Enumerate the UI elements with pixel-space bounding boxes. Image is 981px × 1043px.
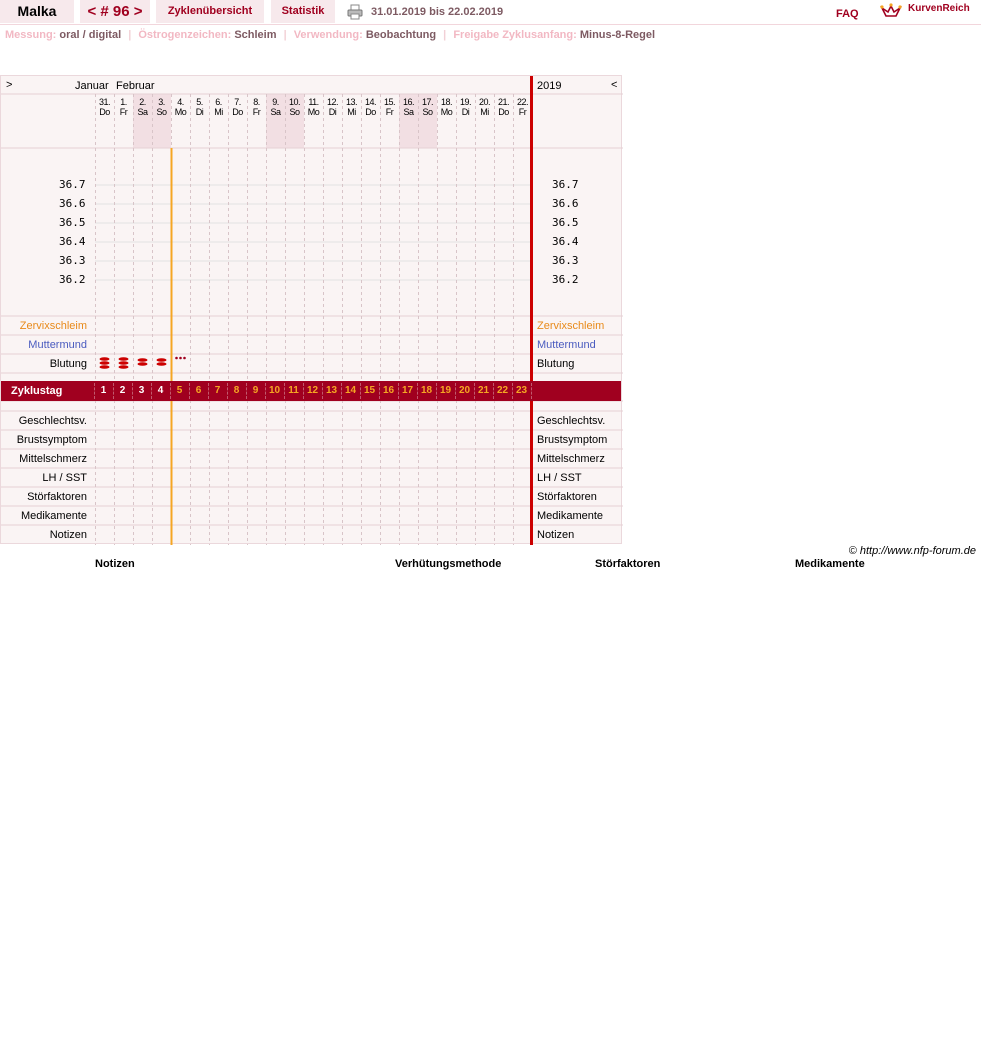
day-header[interactable] [323,97,342,117]
cycle-day-number[interactable]: 9 [252,385,259,396]
cycle-day-number[interactable]: 3 [138,385,145,396]
cycle-day-number[interactable]: 1 [100,385,107,396]
day-header[interactable] [266,97,285,117]
row-label-mittel-right: Mittelschmerz [537,453,605,465]
row-label-brust-right: Brustsymptom [537,434,608,446]
day-weekday: Mo [174,107,187,117]
faq-link[interactable]: FAQ [836,8,859,20]
row-label-muttermund: Muttermund [28,339,87,351]
chart-grid [1,76,623,545]
cycle-chart [0,75,622,544]
day-date: 20. [478,97,490,107]
day-weekday: Sa [403,107,414,117]
estrogen-value: Schleim [234,29,277,41]
day-header[interactable] [190,97,209,117]
temperature-label: 36.4 [552,235,579,248]
day-date: 5. [196,97,203,107]
crown-icon [880,2,902,20]
day-date: 3. [158,97,165,107]
row-label-stoer: Störfaktoren [27,491,87,503]
cycle-day-number[interactable]: 23 [515,385,528,396]
cycle-day-number[interactable]: 4 [157,385,164,396]
day-date: 7. [234,97,241,107]
cycle-bar-divider [341,383,342,399]
factors-heading: Störfaktoren [595,558,661,570]
bleeding-mark [100,365,110,369]
cycle-bar-divider [246,383,247,399]
cycle-bar-divider [227,383,228,399]
bleeding-mark [138,362,148,366]
cycle-bar-divider [512,383,513,399]
bleeding-mark [100,357,110,361]
cycle-day-number[interactable]: 8 [233,385,240,396]
temperature-label: 36.3 [552,254,579,267]
day-weekday: Mi [480,107,489,117]
day-date: 1. [120,97,127,107]
row-label-notizen-right: Notizen [537,529,575,541]
cycle-day-number[interactable]: 13 [325,385,338,396]
cycle-day-number[interactable]: 7 [214,385,221,396]
row-label-lh-right: LH / SST [537,472,582,484]
day-weekday: Sa [270,107,281,117]
cycle-bar-divider [303,383,304,399]
day-weekday: Do [232,107,243,117]
measure-value: oral / digital [59,29,122,41]
measure-label: Messung: [5,29,57,41]
day-header[interactable] [380,97,399,117]
cycle-day-number[interactable]: 17 [401,385,414,396]
cycle-bar-divider [474,383,475,399]
day-header[interactable] [285,97,304,117]
day-date: 12. [326,97,338,107]
kurvenreich-logo[interactable] [880,2,980,20]
prev-cycle-button[interactable]: < [87,3,97,20]
day-header[interactable] [399,97,418,117]
cycle-day-number[interactable]: 14 [344,385,357,396]
cycle-bar-divider [265,383,266,399]
day-weekday: Do [365,107,376,117]
bleeding-mark [100,361,110,365]
day-date: 6. [215,97,222,107]
bleeding-mark [119,357,129,361]
day-header[interactable] [361,97,380,117]
day-weekday: Mi [347,107,356,117]
cycle-day-bar [1,381,621,401]
day-header[interactable] [114,97,133,117]
next-cycle-button[interactable]: > [133,3,143,20]
cycle-bar-divider [113,383,114,399]
chart-year: 2019 [537,80,562,92]
release-value: Minus-8-Regel [579,29,656,41]
bleeding-mark [157,358,167,362]
usage-label: Verwendung: [293,29,363,41]
row-label-mittel: Mittelschmerz [19,453,87,465]
day-weekday: Mo [440,107,453,117]
chart-prev-arrow[interactable]: > [6,79,13,91]
day-weekday: Mo [307,107,320,117]
day-date: 21. [497,97,509,107]
top-bar [0,0,981,25]
day-header[interactable] [342,97,361,117]
cycle-day-number[interactable]: 2 [119,385,126,396]
temperature-label: 36.5 [552,216,579,229]
bleeding-spotting-dot [183,357,186,360]
cycle-bar-divider [284,383,285,399]
day-date: 8. [253,97,260,107]
month-january: Januar [75,80,109,92]
cycle-day-number[interactable]: 15 [363,385,376,396]
cycle-bar-divider [94,383,95,399]
day-header[interactable] [513,97,532,117]
temperature-label: 36.6 [59,197,86,210]
day-weekday: Sa [137,107,148,117]
day-header[interactable] [228,97,247,117]
bleeding-mark [119,361,129,365]
cycle-bar-divider [151,383,152,399]
day-date: 16. [402,97,414,107]
day-date: 11. [308,97,319,107]
cycle-navigator [80,0,150,23]
cycle-bar-divider [170,383,171,399]
day-weekday: Fr [252,107,261,117]
estrogen-label: Östrogenzeichen: [138,29,232,41]
day-weekday: Do [99,107,110,117]
day-weekday: Di [461,107,470,117]
method-heading: Verhütungsmethode [395,558,502,570]
cycle-bar-divider [417,383,418,399]
day-weekday: So [422,107,433,117]
usage-value: Beobachtung [365,29,437,41]
day-date: 9. [272,97,279,107]
row-label-blutung-right: Blutung [537,358,575,370]
cycle-bar-divider [322,383,323,399]
copyright[interactable]: © http://www.nfp-forum.de [848,545,976,557]
day-weekday: Fr [385,107,394,117]
temperature-label: 36.4 [59,235,86,248]
overview-tab[interactable]: Zyklenübersicht [156,0,264,23]
day-date: 15. [383,97,395,107]
temperature-label: 36.5 [59,216,86,229]
bleeding-mark [157,362,167,366]
user-tab[interactable]: Malka [0,0,74,23]
cycle-day-number[interactable]: 12 [306,385,319,396]
day-date: 4. [177,97,184,107]
row-label-medi-right: Medikamente [537,510,604,522]
cycle-bar-divider [493,383,494,399]
cycle-day-number[interactable]: 6 [195,385,202,396]
row-label-geschlechtsv: Geschlechtsv. [18,415,87,427]
day-header[interactable] [304,97,323,117]
day-date: 14. [364,97,376,107]
temperature-label: 36.6 [552,197,579,210]
day-date: 10. [288,97,300,107]
day-weekday: Do [498,107,509,117]
cycle-day-number[interactable]: 11 [288,385,299,396]
cycle-day-number[interactable]: 16 [382,385,395,396]
cycle-bar-divider [455,383,456,399]
month-february: Februar [116,80,155,92]
day-weekday: So [289,107,300,117]
day-header[interactable] [209,97,228,117]
temperature-label: 36.3 [59,254,86,267]
bleeding-mark [138,358,148,362]
separator: | [443,29,447,41]
day-header[interactable] [133,97,152,117]
cycle-day-number[interactable]: 5 [176,385,183,396]
meds-heading: Medikamente [795,558,865,570]
notes-heading: Notizen [95,558,135,570]
day-weekday: So [156,107,167,117]
cycle-bar-divider [132,383,133,399]
bleeding-spotting-dot [179,357,182,360]
cycle-day-number[interactable]: 21 [477,385,490,396]
row-label-notizen: Notizen [49,529,87,541]
temperature-label: 36.2 [59,273,86,286]
cycle-bar-divider [531,383,532,399]
row-label-muttermund-right: Muttermund [537,339,596,351]
date-range: 31.01.2019 bis 22.02.2019 [371,6,504,18]
day-header[interactable] [95,97,114,117]
day-date: 2. [139,97,146,107]
cycle-day-number[interactable]: 18 [420,385,433,396]
day-header[interactable] [456,97,475,117]
cycle-day-number[interactable]: 10 [268,385,281,396]
day-header[interactable] [475,97,494,117]
cycle-bar-divider [436,383,437,399]
day-date: 31. [98,97,110,107]
row-label-blutung: Blutung [49,358,87,370]
chart-next-arrow[interactable]: < [611,79,618,91]
row-label-cervix: Zervixschleim [19,320,87,332]
cycle-settings [5,29,655,41]
row-label-stoer-right: Störfaktoren [537,491,597,503]
cycle-bar-divider [189,383,190,399]
printer-icon[interactable] [347,4,363,20]
day-date: 22. [516,97,528,107]
cycle-day-number[interactable]: 20 [458,385,471,396]
day-date: 17. [421,97,433,107]
cycle-day-number[interactable]: 22 [496,385,509,396]
day-header[interactable] [152,97,171,117]
cycle-bar-divider [360,383,361,399]
separator: | [283,29,287,41]
cycle-day-label: Zyklustag [11,385,63,397]
temperature-label: 36.7 [59,178,86,191]
logo-text: KurvenReich [908,3,970,14]
release-label: Freigabe Zyklusanfang: [453,29,577,41]
day-header[interactable] [494,97,513,117]
day-weekday: Di [195,107,204,117]
row-label-cervix-right: Zervixschleim [537,320,605,332]
cycle-bar-divider [379,383,380,399]
day-header[interactable] [437,97,456,117]
day-weekday: Fr [119,107,128,117]
day-date: 13. [345,97,357,107]
row-label-lh: LH / SST [42,472,87,484]
bleeding-spotting-dot [175,357,178,360]
day-date: 19. [459,97,471,107]
cycle-number: # 96 [100,3,130,20]
temperature-label: 36.7 [552,178,579,191]
day-weekday: Di [328,107,337,117]
cycle-bar-divider [398,383,399,399]
bleeding-mark [119,365,129,369]
day-weekday: Mi [214,107,223,117]
day-header[interactable] [171,97,190,117]
day-weekday: Fr [518,107,527,117]
day-header[interactable] [247,97,266,117]
separator: | [128,29,132,41]
day-date: 18. [440,97,452,107]
temperature-label: 36.2 [552,273,579,286]
day-header[interactable] [418,97,437,117]
row-label-brust: Brustsymptom [16,434,87,446]
cycle-bar-divider [208,383,209,399]
statistics-tab[interactable]: Statistik [271,0,335,23]
row-label-geschlechtsv-right: Geschlechtsv. [537,415,606,427]
row-label-medi: Medikamente [20,510,87,522]
cycle-day-number[interactable]: 19 [439,385,452,396]
